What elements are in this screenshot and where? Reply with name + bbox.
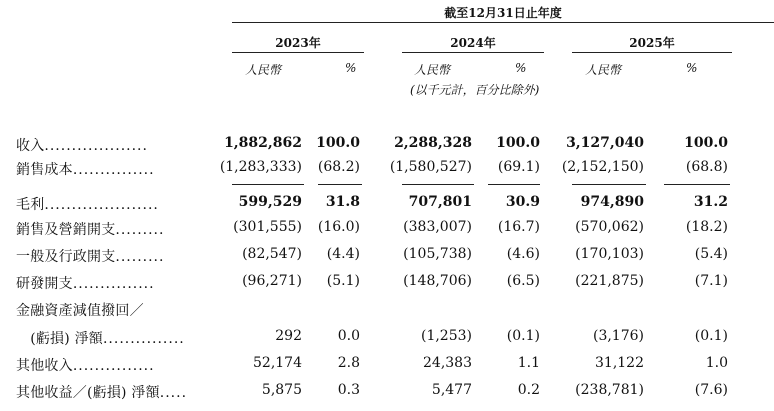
pct-2023: 100.0 [316, 135, 360, 151]
pct-2024: 1.1 [517, 355, 540, 371]
value-2023: (301,555) [233, 219, 302, 235]
pct-2024: (4.6) [506, 246, 540, 262]
period-header: 截至12月31日止年度 [444, 6, 562, 20]
pct-2025: (18.2) [685, 219, 728, 235]
pct-2025: 1.0 [705, 355, 728, 371]
pct-2025: (7.1) [694, 273, 728, 289]
subtotal-rule [232, 184, 304, 185]
pct-2025: (68.8) [685, 159, 728, 175]
unit-rmb-2024: 人民幣 [414, 63, 451, 77]
pct-2025: 31.2 [693, 194, 728, 210]
year-2025-header: 2025年 [629, 36, 675, 50]
pct-2023: (4.4) [326, 246, 360, 262]
value-2024: 5,477 [431, 382, 472, 398]
unit-note: (以千元計，百分比除外) [410, 83, 540, 97]
pct-2023: 31.8 [325, 194, 360, 210]
unit-pct-2023: % [345, 61, 357, 75]
row-label: 一般及行政開支......... [16, 249, 165, 265]
value-2025: 3,127,040 [566, 135, 644, 151]
unit-rmb-2025: 人民幣 [585, 63, 622, 77]
value-2025: (170,103) [575, 246, 644, 262]
pct-2023: (5.1) [326, 273, 360, 289]
value-2024: (148,706) [403, 273, 472, 289]
row-label: 收入................... [16, 138, 148, 154]
row-label: (虧損) 淨額............... [16, 331, 185, 347]
table-row [0, 246, 774, 268]
pct-2023: (16.0) [317, 219, 360, 235]
row-label: 研發開支............... [16, 276, 155, 292]
year-2024-header: 2024年 [450, 36, 496, 50]
value-2023: (1,283,333) [219, 159, 302, 175]
table-row [0, 135, 774, 157]
value-2025: (238,781) [575, 382, 644, 398]
pct-2024: 0.2 [517, 382, 540, 398]
subtotal-rule [572, 184, 646, 185]
value-2023: (82,547) [242, 246, 302, 262]
year-2025-rule [572, 52, 732, 53]
value-2025: 974,890 [580, 194, 644, 210]
period-rule [232, 22, 774, 23]
table-row [0, 355, 774, 377]
value-2024: (383,007) [403, 219, 472, 235]
subtotal-rule [664, 184, 730, 185]
row-label: 金融資產減值撥回／ [16, 303, 144, 319]
table-row [0, 300, 774, 322]
value-2024: (1,253) [420, 328, 472, 344]
subtotal-rule [402, 184, 474, 185]
row-label: 毛利..................... [16, 197, 159, 213]
pct-2025: (5.4) [694, 246, 728, 262]
subtotal-rule [488, 184, 540, 185]
value-2024: 707,801 [408, 194, 472, 210]
table-row [0, 328, 774, 350]
value-2023: 5,875 [261, 382, 302, 398]
unit-pct-2025: % [686, 61, 698, 75]
table-row [0, 194, 774, 216]
pct-2025: (0.1) [694, 328, 728, 344]
value-2023: 1,882,862 [224, 135, 302, 151]
row-label: 銷售成本............... [16, 162, 155, 178]
pct-2023: 0.0 [337, 328, 360, 344]
value-2025: (221,875) [575, 273, 644, 289]
pct-2025: (7.6) [694, 382, 728, 398]
value-2025: (3,176) [592, 328, 644, 344]
value-2025: (2,152,150) [561, 159, 644, 175]
value-2023: 52,174 [253, 355, 302, 371]
pct-2024: 100.0 [496, 135, 540, 151]
pct-2023: 2.8 [337, 355, 360, 371]
table-row [0, 159, 774, 181]
pct-2025: 100.0 [684, 135, 728, 151]
pct-2024: (6.5) [506, 273, 540, 289]
unit-pct-2024: % [515, 61, 527, 75]
value-2024: 24,383 [423, 355, 472, 371]
table-row [0, 382, 774, 404]
row-label: 其他收入............... [16, 358, 155, 374]
value-2025: 31,122 [595, 355, 644, 371]
pct-2023: (68.2) [317, 159, 360, 175]
value-2024: (1,580,527) [389, 159, 472, 175]
pct-2024: 30.9 [505, 194, 540, 210]
row-label: 銷售及營銷開支......... [16, 222, 165, 238]
unit-rmb-2023: 人民幣 [245, 63, 282, 77]
year-2024-rule [402, 52, 544, 53]
value-2024: 2,288,328 [394, 135, 472, 151]
pct-2024: (69.1) [497, 159, 540, 175]
year-2023-header: 2023年 [275, 36, 321, 50]
value-2025: (570,062) [575, 219, 644, 235]
pct-2024: (16.7) [497, 219, 540, 235]
table-row [0, 219, 774, 241]
subtotal-rule [318, 184, 362, 185]
value-2024: (105,738) [403, 246, 472, 262]
pct-2023: 0.3 [337, 382, 360, 398]
value-2023: (96,271) [242, 273, 302, 289]
value-2023: 599,529 [238, 194, 302, 210]
value-2023: 292 [275, 328, 302, 344]
row-label: 其他收益／(虧損) 淨額..... [16, 385, 188, 401]
year-2023-rule [232, 52, 364, 53]
pct-2024: (0.1) [506, 328, 540, 344]
table-row [0, 273, 774, 295]
